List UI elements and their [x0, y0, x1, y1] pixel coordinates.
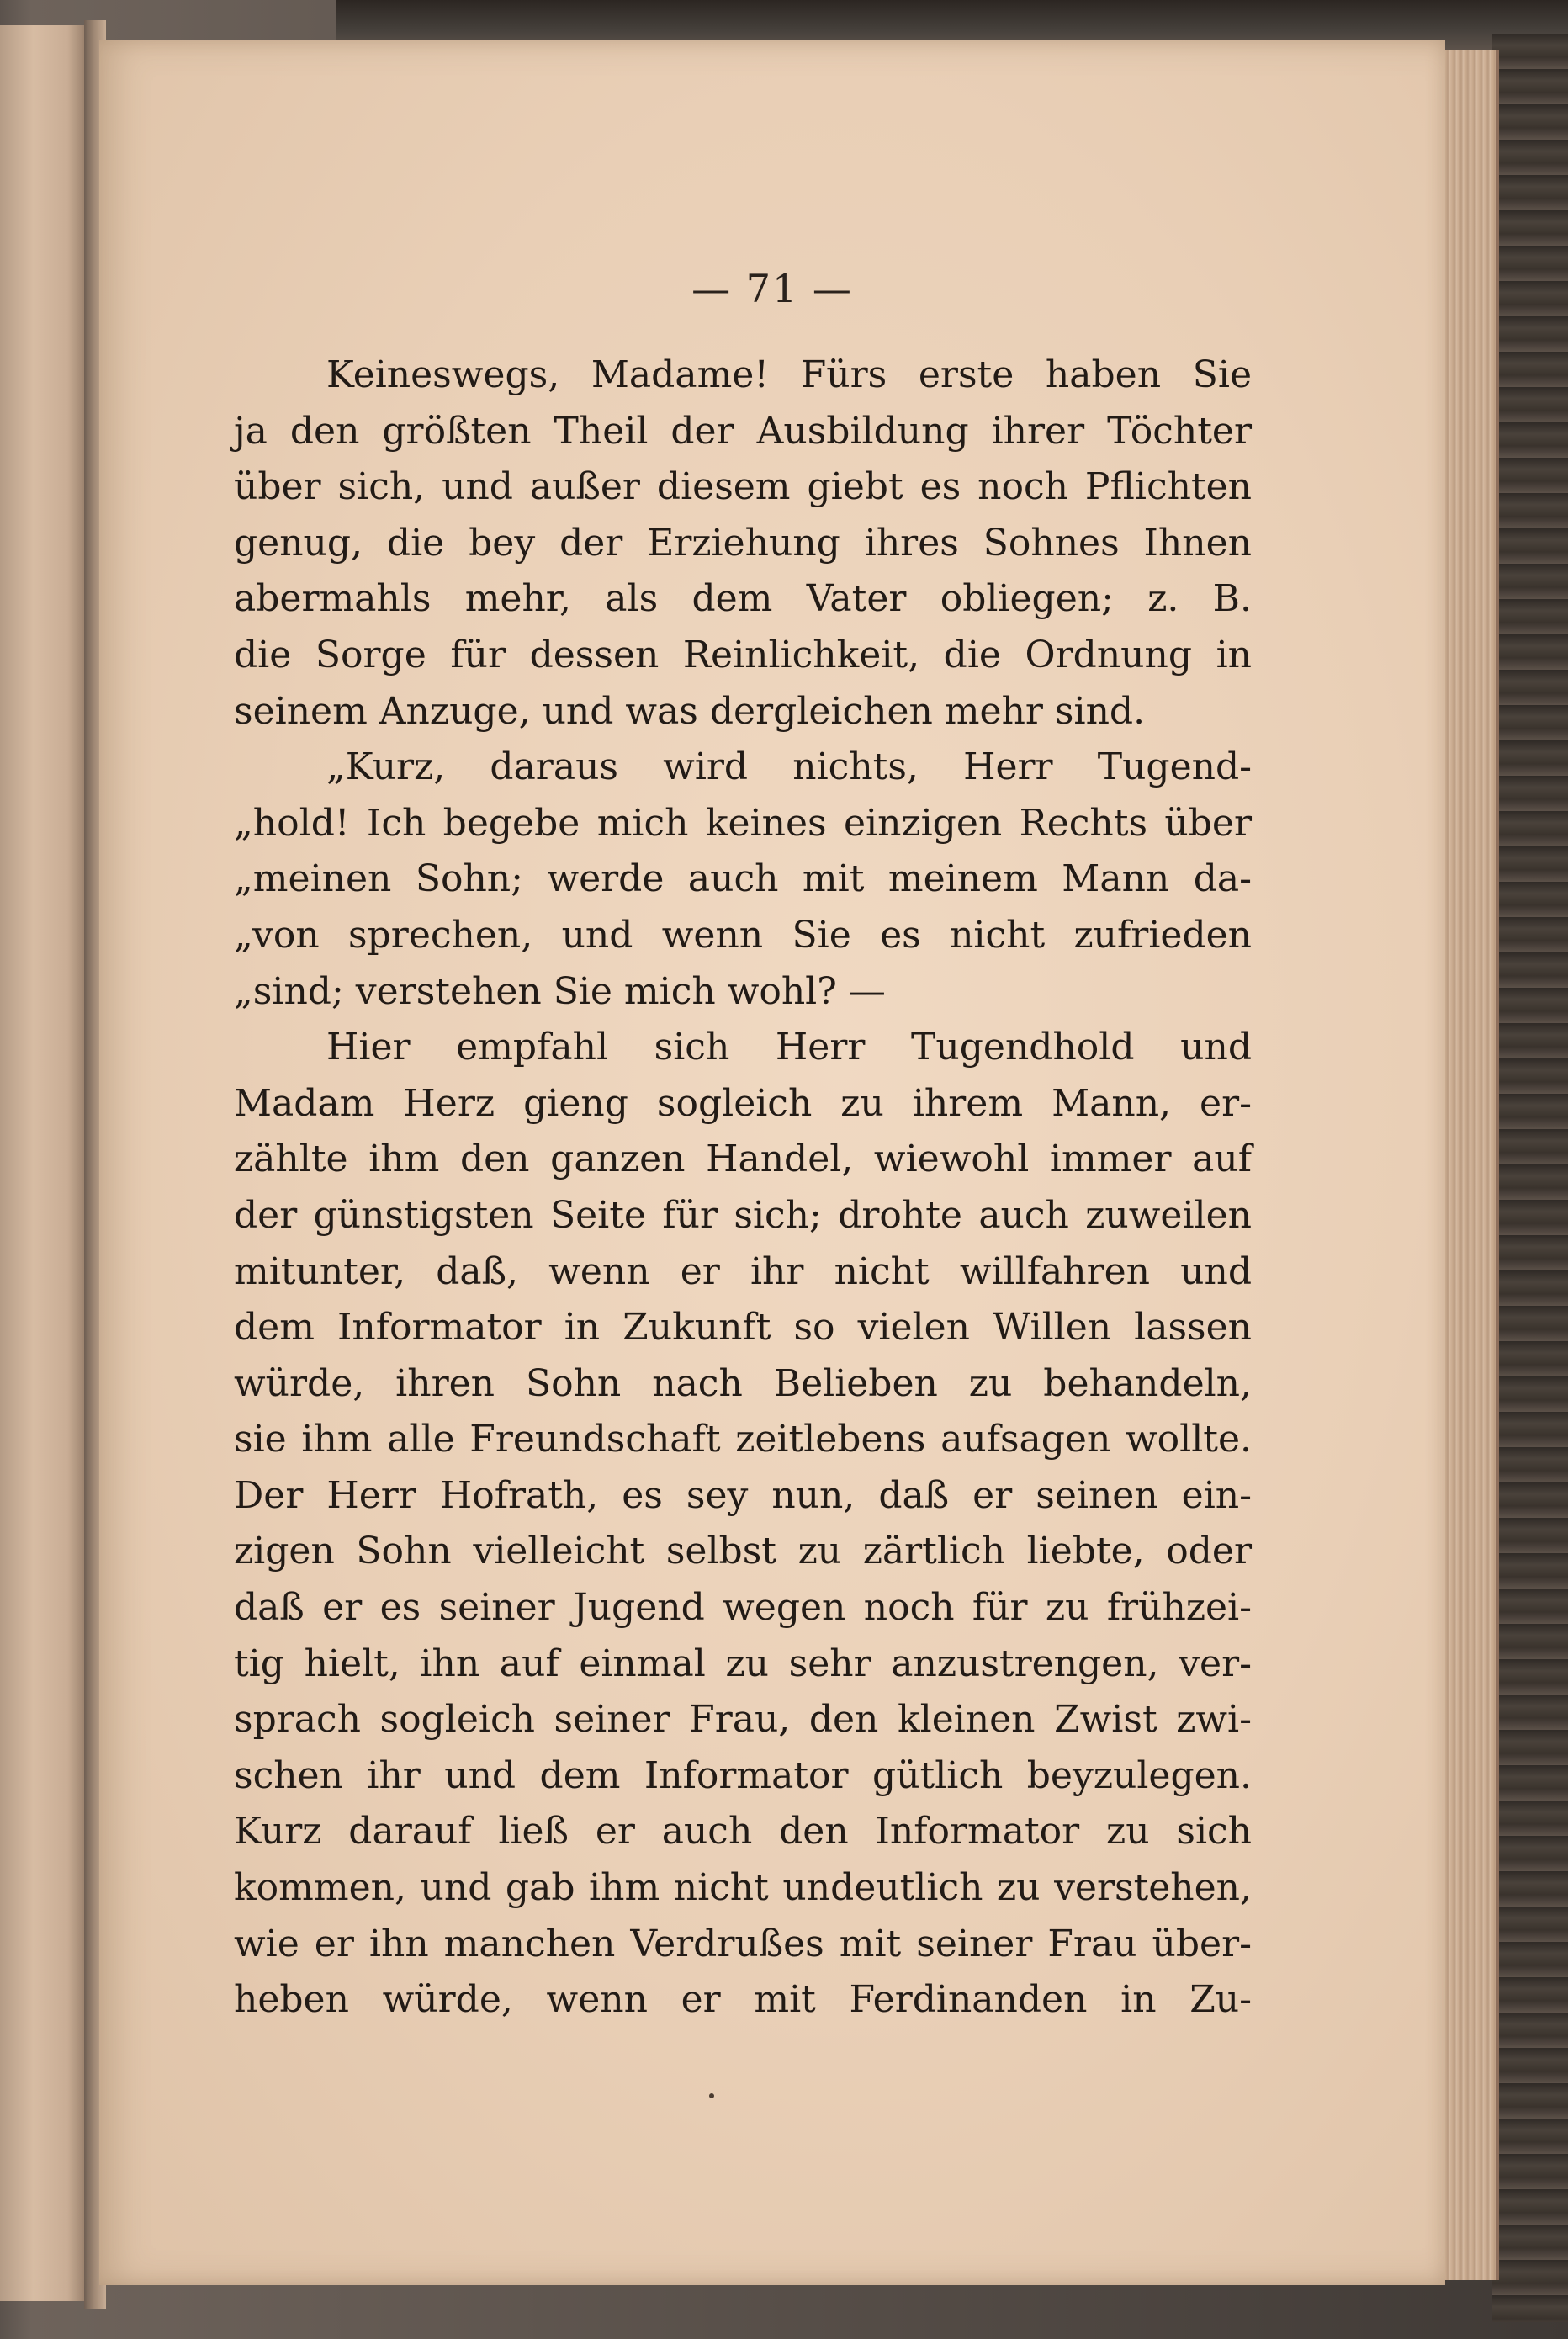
text-line: zigen Sohn vielleicht selbst zu zärtlich liebte, oder: [234, 1530, 1252, 1573]
left-page-edge: [0, 25, 87, 2301]
page-body-text: [234, 347, 1252, 2029]
text-line: zählte ihm den ganzen Handel, wiewohl immer auf: [234, 1138, 1252, 1181]
text-line: Keineswegs, Madame! Fürs erste haben Sie: [326, 353, 1252, 396]
text-line: Hier empfahl sich Herr Tugendhold und: [326, 1026, 1252, 1069]
text-line: „hold! Ich begebe mich keines einzigen Rechts über: [234, 801, 1252, 845]
ink-speck: [709, 2093, 714, 2098]
text-line: wie er ihn manchen Verdrußes mit seiner Frau über-: [234, 1922, 1252, 1965]
text-line: Kurz darauf ließ er auch den Informator zu sich: [234, 1810, 1252, 1854]
text-line: der günstigsten Seite für sich; drohte auch zuweilen: [234, 1193, 1252, 1237]
text-line: würde, ihren Sohn nach Belieben zu behandeln,: [234, 1361, 1252, 1405]
text-line: abermahls mehr, als dem Vater obliegen; z. B.: [234, 577, 1252, 621]
text-line: mitunter, daß, wenn er ihr nicht willfahren und: [234, 1249, 1252, 1293]
text-line: „meinen Sohn; werde auch mit meinem Mann da-: [234, 857, 1252, 901]
text-line: kommen, und gab ihm nicht undeutlich zu verstehen,: [234, 1866, 1252, 1910]
text-line: Madam Herz gieng sogleich zu ihrem Mann, er-: [234, 1081, 1252, 1125]
page-number: — 71 —: [691, 266, 853, 311]
text-line: schen ihr und dem Informator gütlich beyzulegen.: [234, 1753, 1252, 1797]
text-line: „von sprechen, und wenn Sie es nicht zufrieden: [234, 913, 1252, 957]
text-line: sie ihm alle Freundschaft zeitlebens aufsagen wollte.: [234, 1418, 1252, 1461]
text-line: daß er es seiner Jugend wegen noch für zu frühzei-: [234, 1586, 1252, 1630]
text-line: ja den größten Theil der Ausbildung ihrer Töchter: [234, 409, 1252, 453]
text-line: die Sorge für dessen Reinlichkeit, die Ordnung in: [234, 633, 1252, 676]
page-stack-edges: [1437, 50, 1499, 2280]
text-line: dem Informator in Zukunft so vielen Willen lassen: [234, 1306, 1252, 1350]
book-page: [99, 40, 1445, 2285]
text-line: über sich, und außer diesem giebt es noch Pflichten: [234, 465, 1252, 509]
text-line: genug, die bey der Erziehung ihres Sohnes Ihnen: [234, 521, 1252, 565]
text-line: sprach sogleich seiner Frau, den kleinen Zwist zwi-: [234, 1698, 1252, 1742]
text-line: „sind; verstehen Sie mich wohl? —: [234, 969, 886, 1013]
marbled-cover-edge: [1492, 34, 1568, 2322]
text-line: Der Herr Hofrath, es sey nun, daß er seinen ein-: [234, 1473, 1252, 1517]
text-line: „Kurz, daraus wird nichts, Herr Tugend-: [326, 745, 1252, 789]
text-line: heben würde, wenn er mit Ferdinanden in Zu-: [234, 1978, 1252, 2022]
text-line: seinem Anzuge, und was dergleichen mehr sind.: [234, 689, 1146, 733]
text-line: tig hielt, ihn auf einmal zu sehr anzustrengen, ver-: [234, 1642, 1252, 1685]
